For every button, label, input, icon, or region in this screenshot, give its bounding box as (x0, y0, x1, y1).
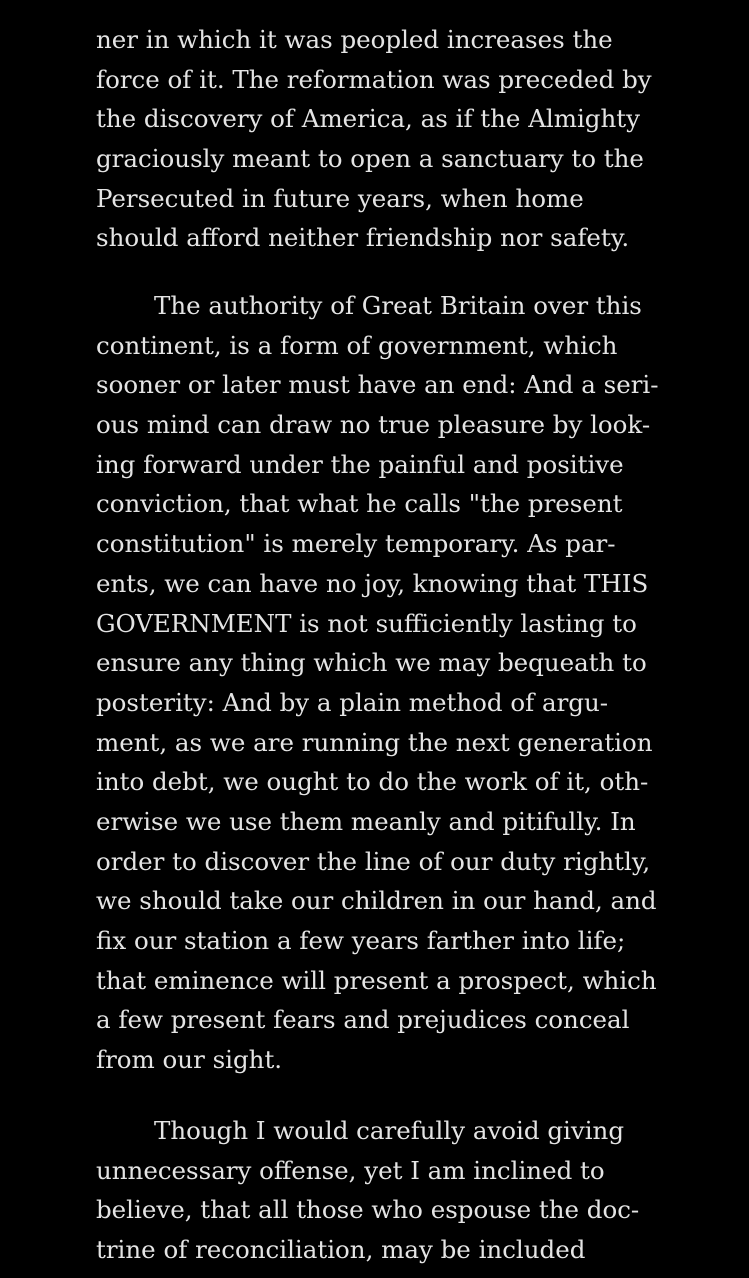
text-line: ents, we can have no joy, knowing that THIS (96, 568, 649, 598)
text-line: sooner or later must have an end: And a seri- (96, 370, 659, 400)
text-line: GOVERNMENT is not sufficiently lasting to (96, 608, 637, 638)
text-line: into debt, we ought to do the work of it, oth- (96, 767, 649, 797)
text-line: the discovery of America, as if the Almighty (96, 104, 640, 134)
text-line: should afford neither friendship nor safety. (96, 223, 630, 253)
text-line: ing forward under the painful and positive (96, 449, 624, 479)
text-line: a few present fears and prejudices conceal (96, 1005, 630, 1035)
text-line: The authority of Great Britain over this (154, 291, 642, 320)
paragraph-3 (96, 1111, 639, 1270)
text-line: from our sight. (96, 1045, 283, 1075)
text-line: continent, is a form of government, which (96, 330, 618, 360)
text-line: trine of reconciliation, may be included (96, 1235, 586, 1265)
text-line: constitution" is merely temporary. As par- (96, 529, 616, 559)
text-line: we should take our children in our hand, and (96, 886, 657, 916)
text-line: fix our station a few years farther into life; (96, 926, 626, 955)
text-line: erwise we use them meanly and pitifully. In (96, 806, 636, 836)
text-line: Though I would carefully avoid giving (154, 1116, 625, 1145)
paragraph-2 (96, 286, 659, 1080)
text-line: conviction, that what he calls "the present (96, 489, 623, 519)
text-line: ensure any thing which we may bequeath to (96, 648, 647, 678)
text-line: order to discover the line of our duty rightly, (96, 846, 651, 876)
text-line: ner in which it was peopled increases the (96, 25, 613, 54)
text-line: graciously meant to open a sanctuary to the (96, 144, 644, 174)
text-line: that eminence will present a prospect, which (96, 965, 657, 995)
text-line: posterity: And by a plain method of argu- (96, 687, 609, 717)
text-line: ous mind can draw no true pleasure by look- (96, 410, 651, 440)
paragraph-1 (96, 20, 652, 258)
text-line: unnecessary offense, yet I am inclined to (96, 1155, 605, 1185)
text-line: ment, as we are running the next generation (96, 727, 653, 757)
text-line: believe, that all those who espouse the doc- (96, 1195, 640, 1225)
text-line: Persecuted in future years, when home (96, 183, 584, 213)
text-line: force of it. The reformation was preceded by (96, 64, 652, 94)
